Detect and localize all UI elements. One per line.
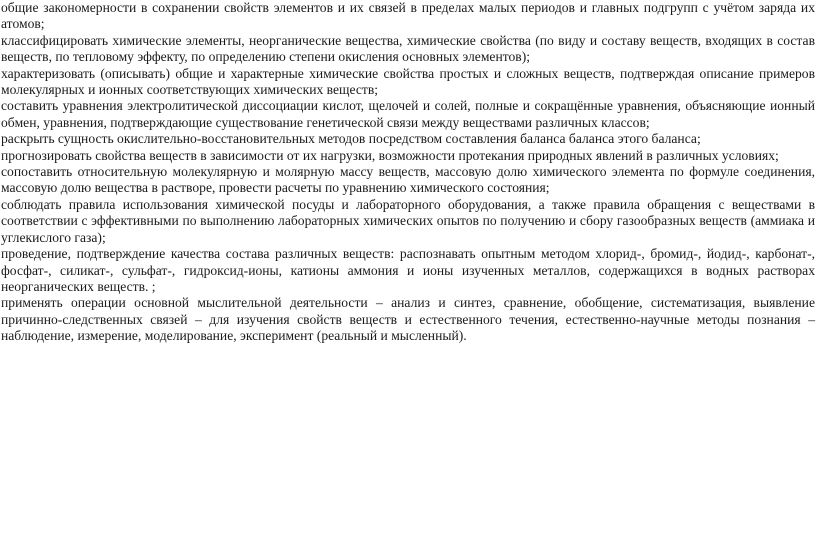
paragraph-7: сопоставить относительную молекулярную и молярную массу веществ, массовую долю химического элемента по формуле соединения, массовую долю вещества в растворе, провести расчеты по уравнению химического состояния; bbox=[1, 164, 815, 196]
paragraph-1: общие закономерности в сохранении свойств элементов и их связей в пределах малых периодов и главных подгрупп с учётом заряда их атомов; bbox=[1, 0, 815, 32]
paragraph-5: раскрыть сущность окислительно-восстановительных методов посредством составления баланса баланса этого баланса; bbox=[1, 131, 701, 147]
paragraph-3: характеризовать (описывать) общие и характерные химические свойства простых и сложных веществ, подтверждая описание примеров молекулярных и ионных соответствующих химических веществ; bbox=[1, 65, 815, 98]
paragraph-4: составить уравнения электролитической диссоциации кислот, щелочей и солей, полные и сокращённые уравнения, объясняющие ионный обмен, уравнения, подтверждающие существование генетической связи между веществами различных классов; bbox=[1, 98, 815, 130]
paragraph-10: применять операции основной мыслительной деятельности – анализ и синтез, сравнение, обобщение, систематизация, выявление причинно-следственных связей – для изучения свойств веществ и естественного течения, естественно-научные методы познания – наблюдение, измерение, моделирование, эксперимент (реальный и мысленный). bbox=[1, 295, 815, 344]
paragraph-9: проведение, подтверждение качества состава различных веществ: распознавать опытным методом хлорид-, бромид-, йодид-, карбонат-, фосфат-, силикат-, сульфат-, гидроксид-ионы, катионы аммония и ионы изученных металлов, содержащихся в водных растворах неорганических веществ. ; bbox=[1, 246, 815, 294]
paragraph-6: прогнозировать свойства веществ в зависимости от их нагрузки, возможности протекания природных явлений в различных условиях; bbox=[1, 147, 779, 163]
paragraph-8: соблюдать правила использования химической посуды и лабораторного оборудования, а также правила обращения с веществами в соответствии с эффективными по выполнению лабораторных химических опытов по получению и сбору газообразных веществ (аммиака и углекислого газа); bbox=[1, 196, 815, 245]
paragraph-2: классифицировать химические элементы, неорганические вещества, химические свойства (по виду и составу веществ, входящих в состав веществ, по тепловому эффекту, по определению степени окисления основных элементов); bbox=[1, 32, 815, 65]
document-body bbox=[1, 0, 815, 345]
